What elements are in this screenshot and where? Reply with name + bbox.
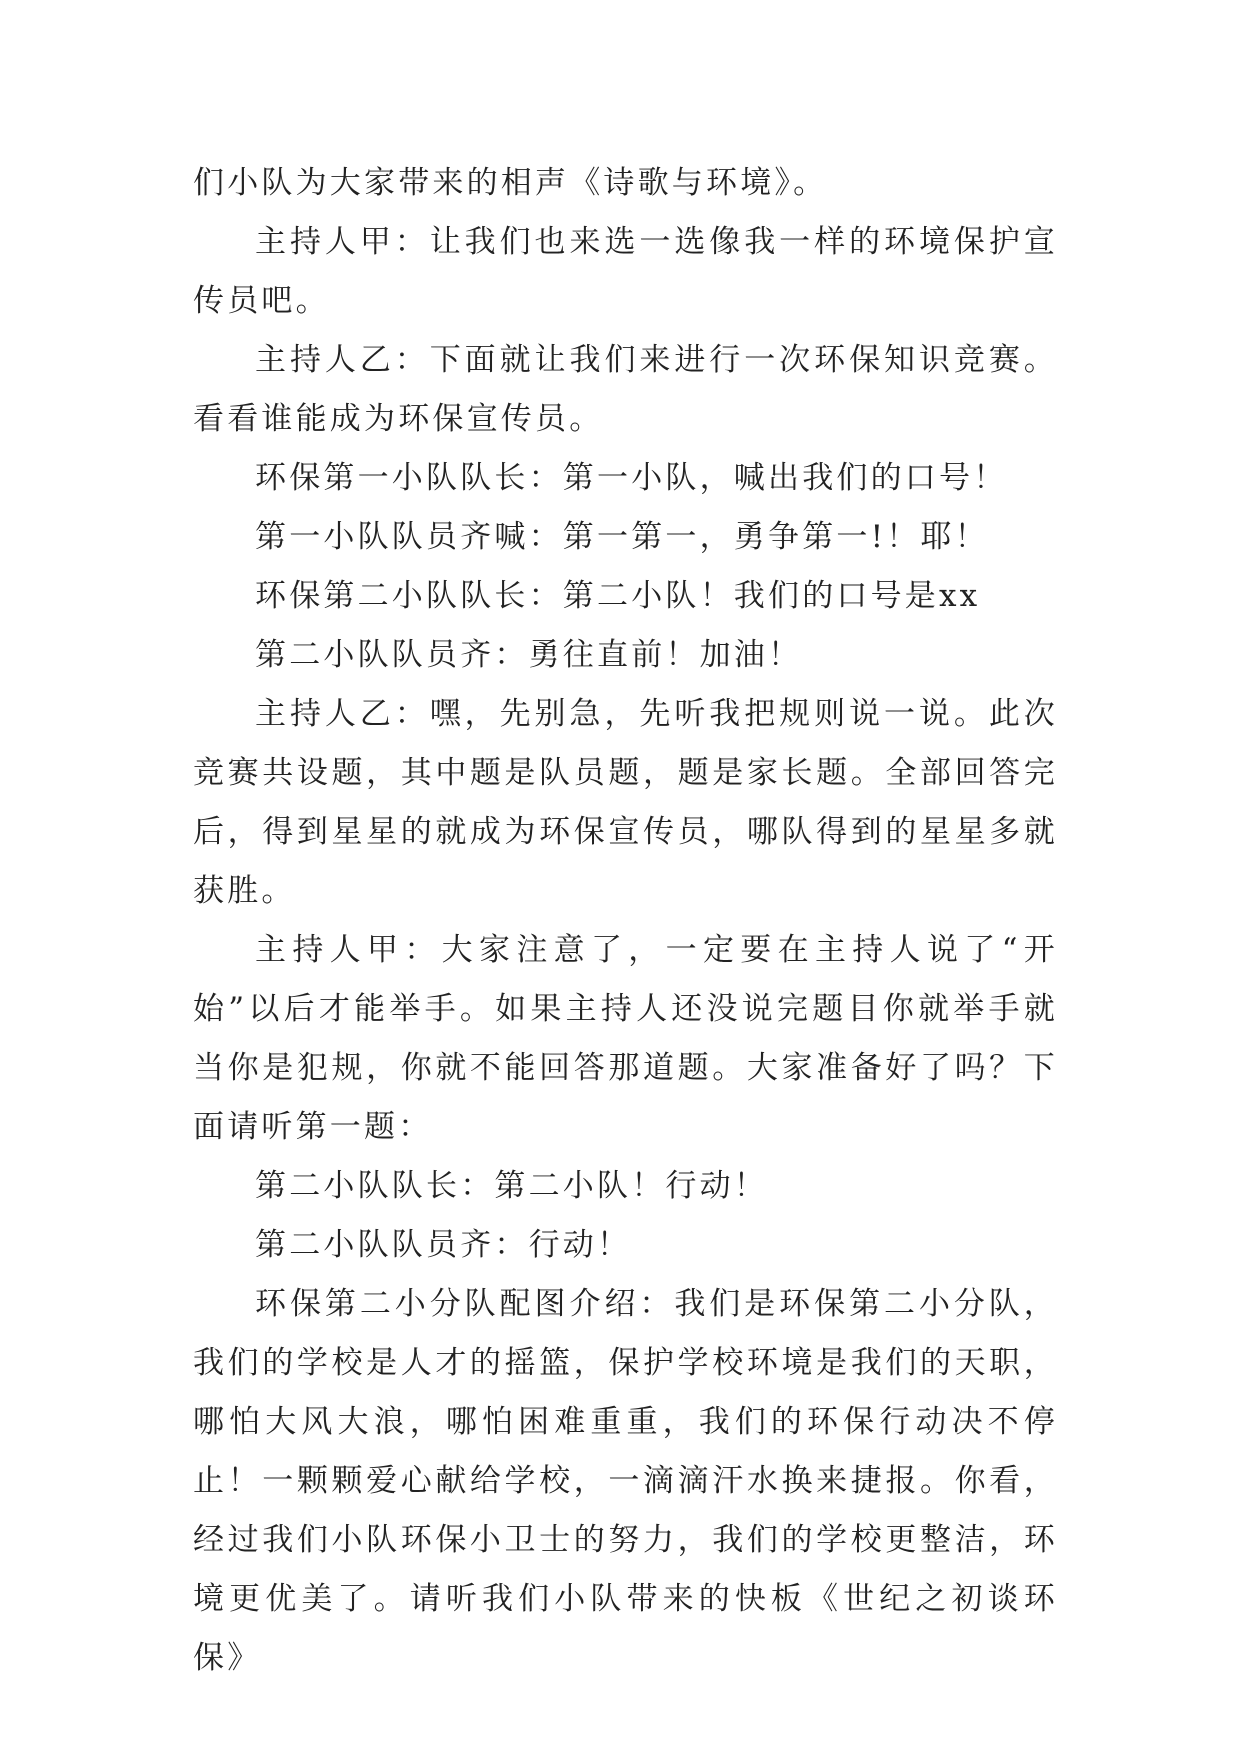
paragraph: 主持人甲：大家注意了，一定要在主持人说了“开始”以后才能举手。如果主持人还没说完题目你就举手就当你是犯规，你就不能回答那道题。大家准备好了吗？下面请听第一题： xyxy=(193,932,1058,1145)
document-body xyxy=(193,154,1058,1688)
paragraph: 主持人甲：让我们也来选一选像我一样的环境保护宣传员吧。 xyxy=(193,224,1058,319)
paragraph: 环保第一小队队长：第一小队，喊出我们的口号！ xyxy=(255,460,1008,496)
paragraph: 第二小队队员齐：行动！ xyxy=(255,1227,632,1263)
paragraph: 们小队为大家带来的相声《诗歌与环境》。 xyxy=(193,165,828,201)
paragraph: 主持人乙：下面就让我们来进行一次环保知识竞赛。看看谁能成为环保宣传员。 xyxy=(193,342,1058,437)
paragraph: 第二小队队员齐：勇往直前！加油！ xyxy=(255,637,803,673)
paragraph: 环保第二小队队长：第二小队！我们的口号是xx xyxy=(255,578,981,614)
paragraph: 主持人乙：嘿，先别急，先听我把规则说一说。此次竞赛共设题，其中题是队员题，题是家长题。全部回答完后，得到星星的就成为环保宣传员，哪队得到的星星多就获胜。 xyxy=(193,696,1058,909)
paragraph: 第二小队队长：第二小队！行动！ xyxy=(255,1168,768,1204)
paragraph: 环保第二小分队配图介绍：我们是环保第二小分队，我们的学校是人才的摇篮，保护学校环境是我们的天职，哪怕大风大浪，哪怕困难重重，我们的环保行动决不停止！一颗颗爱心献给学校，一滴滴汗水换来捷报。你看，经过我们小队环保小卫士的努力，我们的学校更整洁，环境更优美了。请听我们小队带来的快板《世纪之初谈环保》 xyxy=(193,1286,1058,1676)
paragraph: 第一小队队员齐喊：第一第一，勇争第一!！耶！ xyxy=(255,519,989,555)
